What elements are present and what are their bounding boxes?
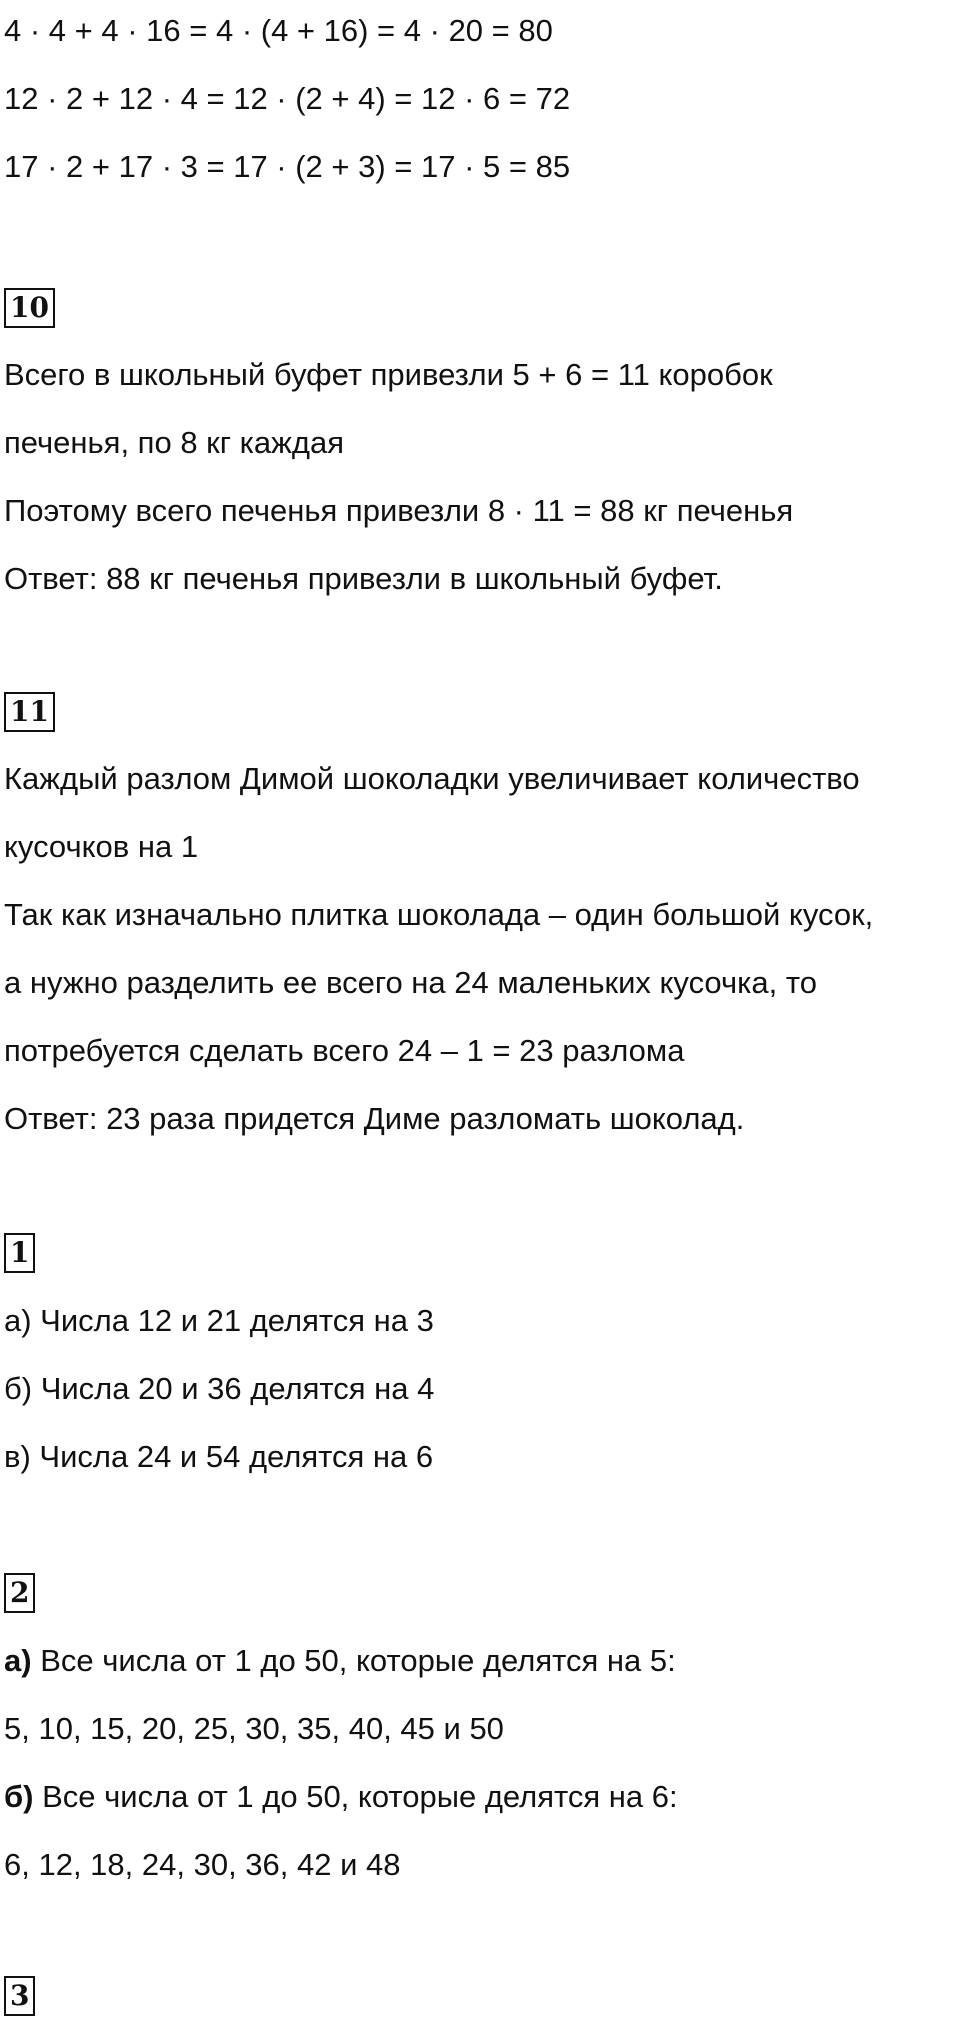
task-text-line bbox=[4, 1641, 676, 1681]
task-text-line: а) Числа 12 и 21 делятся на 3 bbox=[4, 1303, 434, 1338]
equation-line: 4 · 4 + 4 · 16 = 4 · (4 + 16) = 4 · 20 = 80 bbox=[4, 13, 553, 48]
item-label: б) bbox=[4, 1779, 34, 1814]
item-text: Все числа от 1 до 50, которые делятся на 6: bbox=[33, 1779, 678, 1814]
item-text: Все числа от 1 до 50, которые делятся на 5: bbox=[31, 1643, 676, 1678]
task-text-line: Так как изначально плитка шоколада – один большой кусок, bbox=[4, 897, 874, 932]
task-text-line bbox=[4, 1777, 678, 1817]
task-text-line: 6, 12, 18, 24, 30, 36, 42 и 48 bbox=[4, 1847, 401, 1882]
item-label: а) bbox=[4, 1643, 32, 1678]
task-number-box: 2 bbox=[4, 1573, 35, 1613]
task-text-line: а нужно разделить ее всего на 24 маленьких кусочка, то bbox=[4, 965, 817, 1000]
answer-line: Ответ: 23 раза придется Диме разломать шоколад. bbox=[4, 1101, 745, 1136]
task-text-line: б) Числа 20 и 36 делятся на 4 bbox=[4, 1371, 435, 1406]
task-number-box: 3 bbox=[4, 1976, 35, 2016]
task-text-line: в) Числа 24 и 54 делятся на 6 bbox=[4, 1439, 434, 1474]
equation-line: 12 · 2 + 12 · 4 = 12 · (2 + 4) = 12 · 6 = 72 bbox=[4, 81, 571, 116]
equation-line: 17 · 2 + 17 · 3 = 17 · (2 + 3) = 17 · 5 = 85 bbox=[4, 149, 571, 184]
answer-line: Ответ: 88 кг печенья привезли в школьный буфет. bbox=[4, 561, 723, 596]
task-text-line: кусочков на 1 bbox=[4, 829, 199, 864]
task-number-box: 11 bbox=[4, 692, 55, 732]
task-text-line: 5, 10, 15, 20, 25, 30, 35, 40, 45 и 50 bbox=[4, 1711, 504, 1746]
task-number-box: 10 bbox=[4, 288, 55, 328]
task-text-line: Всего в школьный буфет привезли 5 + 6 = 11 коробок bbox=[4, 357, 773, 392]
task-text-line: печенья, по 8 кг каждая bbox=[4, 425, 344, 460]
task-number-box: 1 bbox=[4, 1233, 35, 1273]
task-text-line: Поэтому всего печенья привезли 8 · 11 = 88 кг печенья bbox=[4, 493, 794, 528]
task-text-line: потребуется сделать всего 24 – 1 = 23 разлома bbox=[4, 1033, 685, 1068]
task-text-line: Каждый разлом Димой шоколадки увеличивает количество bbox=[4, 761, 860, 796]
